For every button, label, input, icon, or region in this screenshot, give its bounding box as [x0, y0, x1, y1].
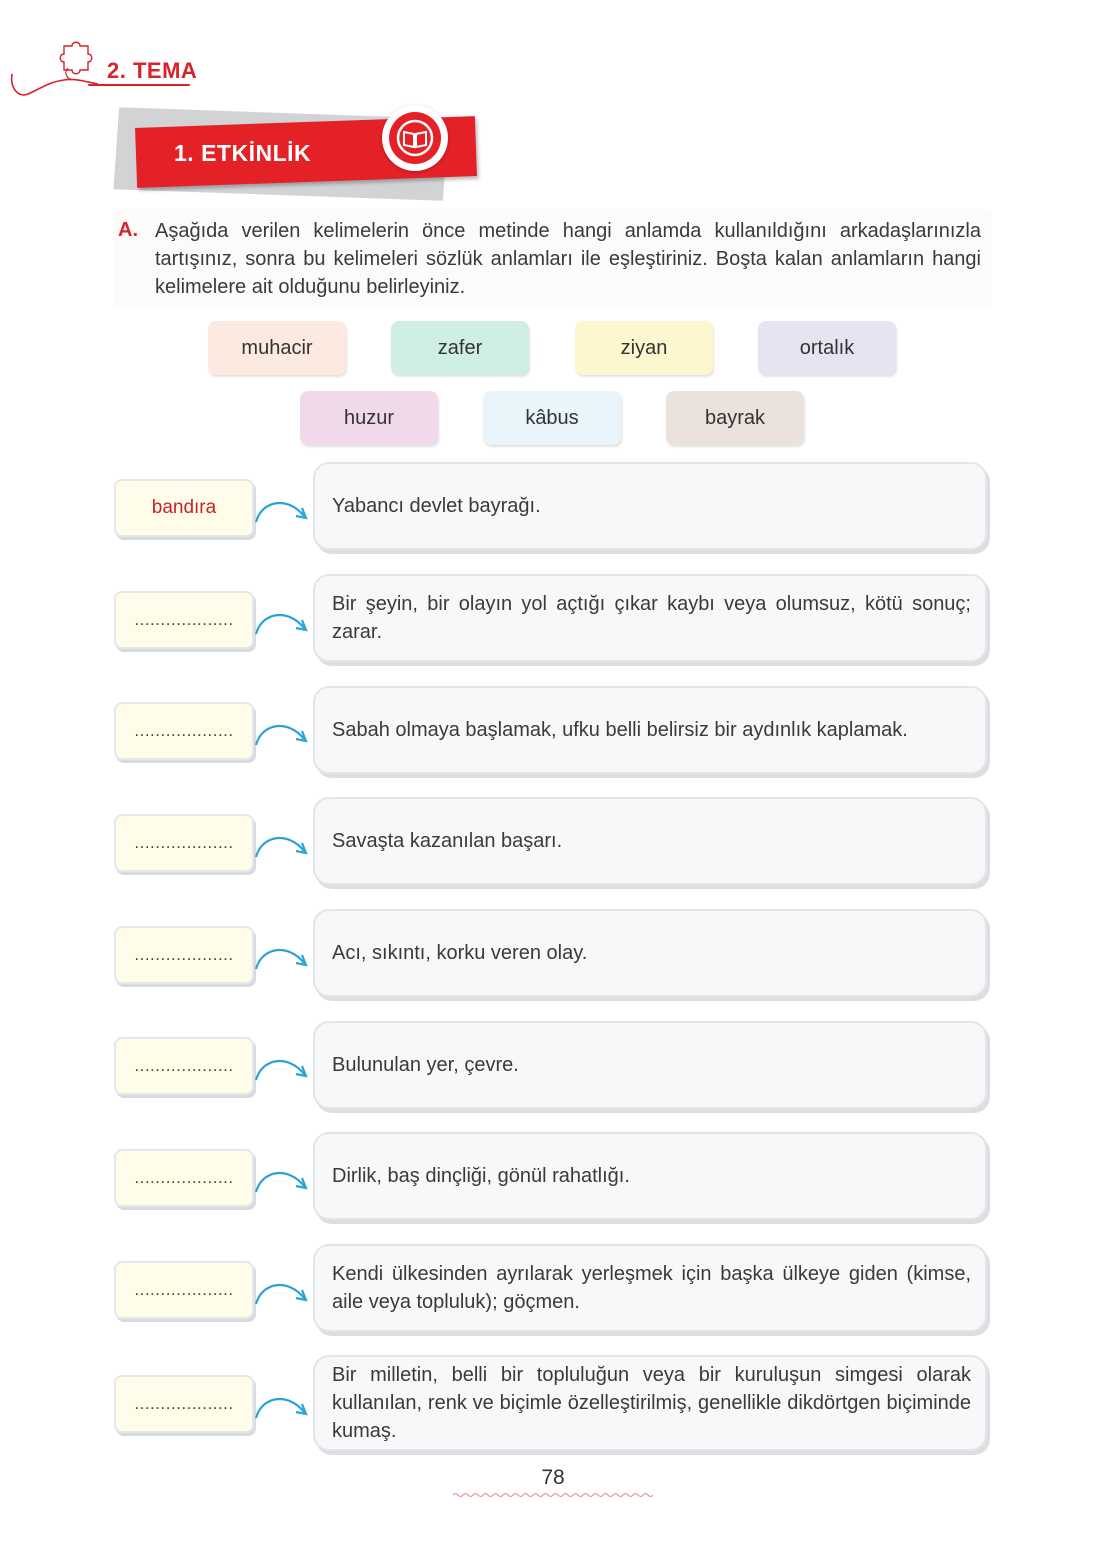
- word-chip: huzur: [300, 391, 438, 445]
- arrow-icon: [252, 1158, 312, 1198]
- word-chip: bayrak: [666, 391, 804, 445]
- arrow-icon: [252, 1384, 312, 1424]
- puzzle-decoration-icon: [8, 38, 108, 102]
- arrow-icon: [252, 935, 312, 975]
- instruction-text: Aşağıda verilen kelimelerin önce metinde hangi anlamda kullanıldığını arkadaşlarınızla tartışınız, sonra bu kelimeleri sözlük anlamları ile eşleştiriniz. Boşta kalan anlamların hangi kelimelere ait olduğunu belirleyiniz.: [155, 220, 981, 298]
- instruction-letter: A.: [118, 219, 138, 241]
- arrow-icon: [252, 488, 312, 528]
- word-chip: zafer: [391, 321, 529, 375]
- answer-field[interactable]: ...................: [114, 702, 254, 760]
- definition-box: Acı, sıkıntı, korku veren olay.: [313, 909, 987, 997]
- definition-box: Kendi ülkesinden ayrılarak yerleşmek için başka ülkeye giden (kimse, aile veya topluluk); göçmen.: [313, 1244, 987, 1332]
- theme-title: 2. TEMA: [107, 58, 198, 83]
- definition-box: Dirlik, baş dinçliği, gönül rahatlığı.: [313, 1132, 987, 1220]
- book-icon: [389, 112, 441, 164]
- answer-field[interactable]: ...................: [114, 1149, 254, 1207]
- answer-field[interactable]: bandıra: [114, 479, 254, 537]
- answer-field[interactable]: ...................: [114, 926, 254, 984]
- activity-title: 1. ETKİNLİK: [174, 140, 312, 166]
- definition-box: Yabancı devlet bayrağı.: [313, 462, 987, 550]
- definition-box: Bulunulan yer, çevre.: [313, 1021, 987, 1109]
- answer-field[interactable]: ...................: [114, 1375, 254, 1433]
- arrow-icon: [252, 823, 312, 863]
- page-number: 78: [541, 1466, 565, 1489]
- answer-field[interactable]: ...................: [114, 1261, 254, 1319]
- word-chip: ortalık: [758, 321, 896, 375]
- definition-box: Sabah olmaya başlamak, ufku belli belirsiz bir aydınlık kaplamak.: [313, 686, 987, 774]
- arrow-icon: [252, 1270, 312, 1310]
- definition-box: Savaşta kazanılan başarı.: [313, 797, 987, 885]
- answer-field[interactable]: ...................: [114, 814, 254, 872]
- answer-field[interactable]: ...................: [114, 1037, 254, 1095]
- word-chip: ziyan: [575, 321, 713, 375]
- arrow-icon: [252, 600, 312, 640]
- wave-decoration-icon: [453, 1491, 653, 1499]
- arrow-icon: [252, 1046, 312, 1086]
- word-chip: muhacir: [208, 321, 346, 375]
- definition-box: Bir milletin, belli bir topluluğun veya bir kuruluşun simgesi olarak kullanılan, renk ve biçimle özelleştirilmiş, genellikle dikdörtgen biçiminde kumaş.: [313, 1355, 987, 1451]
- arrow-icon: [252, 711, 312, 751]
- answer-field[interactable]: ...................: [114, 591, 254, 649]
- theme-underline: [88, 84, 190, 86]
- word-chip: kâbus: [483, 391, 621, 445]
- definition-box: Bir şeyin, bir olayın yol açtığı çıkar kaybı veya olumsuz, kötü sonuç; zarar.: [313, 574, 987, 662]
